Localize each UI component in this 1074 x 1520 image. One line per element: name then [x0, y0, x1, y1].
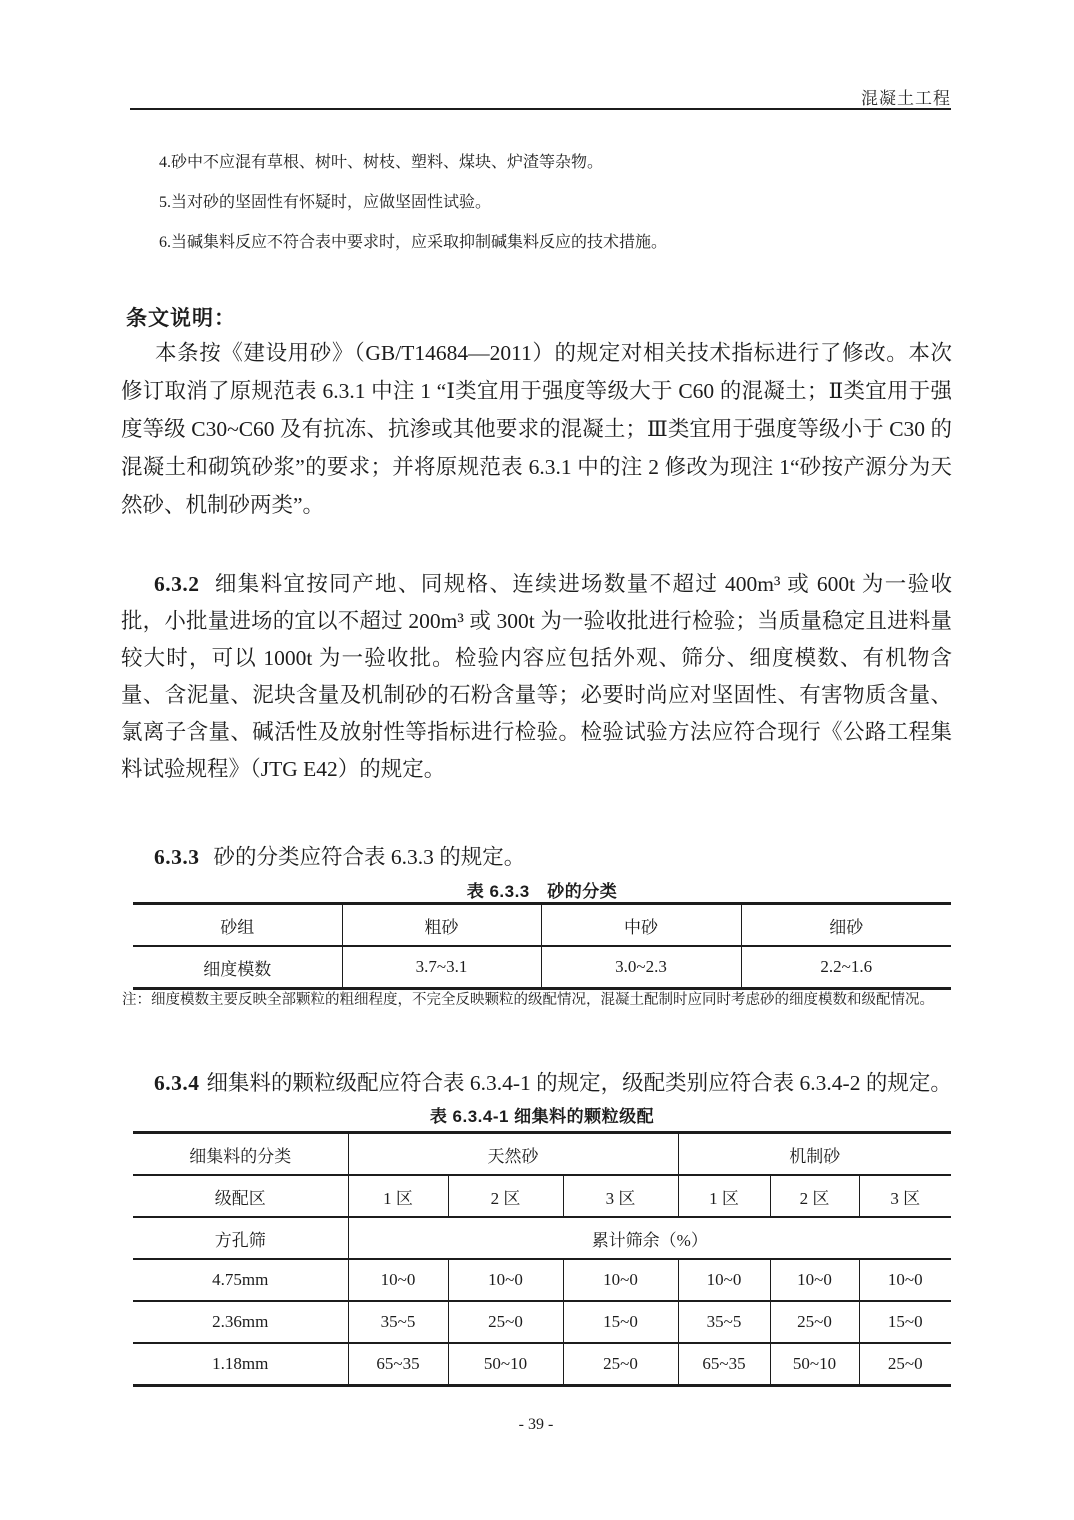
t6341-sieve-size: 4.75mm: [133, 1259, 348, 1301]
t6341-natural-sand-header: 天然砂: [348, 1133, 678, 1176]
t6341-value-cell: 35~5: [348, 1301, 448, 1343]
table-633-caption: 表 6.3.3 砂的分类: [466, 882, 618, 901]
t633-header-sand-group: 砂组: [133, 904, 342, 947]
t6341-value-cell: 35~5: [678, 1301, 770, 1343]
explanation-paragraph: 本条按《建设用砂》（GB/T14684—2011）的规定对相关技术指标进行了修改。本次修订取消了原规范表 6.3.1 中注 1 “Ⅰ类宜用于强度等级大于 C60 的混凝土；Ⅱ类宜用于强度等级 C30~C60 及有抗冻、抗渗或其他要求的混凝土；Ⅲ类宜用于强度等级小于 C30 的混凝土和砌筑砂浆”的要求；并将原规范表 6.3.1 中的注 2 修改为现注 1“砂按产源分为天然砂、机制砂两类”。: [121, 341, 952, 517]
t6341-zone-cell: 3 区: [859, 1175, 951, 1217]
t633-fine-value: 2.2~1.6: [741, 946, 951, 989]
table-fine-aggregate-grading: [133, 1131, 951, 1387]
explanation-heading: 条文说明：: [126, 306, 236, 330]
t6341-zone-row: [133, 1175, 951, 1217]
header-rule: [130, 108, 951, 110]
t6341-manufactured-sand-header: 机制砂: [789, 1146, 841, 1166]
t6341-value-cell: 65~35: [348, 1343, 448, 1386]
t6341-value-cell: 50~10: [770, 1343, 859, 1386]
t6341-value-cell: 10~0: [770, 1259, 859, 1301]
t6341-value-cell: 10~0: [448, 1259, 563, 1301]
table-6341-caption: 表 6.3.4-1 细集料的颗粒级配: [429, 1107, 655, 1126]
t6341-sieve-label: 方孔筛: [133, 1217, 348, 1259]
clause-6-3-3-text: 砂的分类应符合表 6.3.3 的规定。: [213, 845, 526, 869]
t633-header-medium-sand: 中砂: [541, 904, 741, 947]
t633-fineness-modulus-label: 细度模数: [133, 946, 342, 989]
t633-header-coarse-sand: 粗砂: [342, 904, 541, 947]
clause-6-3-2-number: 6.3.2: [154, 572, 200, 596]
t6341-cumulative-retained-label: 累计筛余（%）: [348, 1217, 951, 1259]
clause-6-3-4-text: 细集料的颗粒级配应符合表 6.3.4-1 的规定，级配类别应符合表 6.3.4-2 的规定。: [206, 1071, 952, 1095]
t6341-value-cell: 10~0: [859, 1259, 951, 1301]
page-number: - 39 -: [518, 1416, 554, 1433]
t6341-sieve-size: 2.36mm: [133, 1301, 348, 1343]
t6341-zone-label: 级配区: [133, 1175, 348, 1217]
t6341-sieve-size: 1.18mm: [133, 1343, 348, 1386]
note-item-5: 5.当对砂的坚固性有怀疑时，应做坚固性试验。: [159, 194, 492, 211]
t6341-value-cell: 65~35: [678, 1343, 770, 1386]
t6341-value-cell: 10~0: [348, 1259, 448, 1301]
t6341-value-cell: 25~0: [770, 1301, 859, 1343]
t6341-value-cell: 25~0: [563, 1343, 678, 1386]
clause-6-3-2-text: 细集料宜按同产地、同规格、连续进场数量不超过 400m³ 或 600t 为一验收批，小批量进场的宜以不超过 200m³ 或 300t 为一验收批进行检验；当质量稳定且进料量较大时，可以 1000t 为一验收批。检验内容应包括外观、筛分、细度模数、有机物含量、含泥量、泥块含量及机制砂的石粉含量等；必要时尚应对坚固性、有害物质含量、氯离子含量、碱活性及放射性等指标进行检验。检验试验方法应符合现行《公路工程集料试验规程》（JTG E42）的规定。: [121, 572, 952, 781]
preceding-notes: [121, 143, 951, 263]
t633-header-fine-sand: 细砂: [829, 917, 864, 937]
t6341-value-cell: 50~10: [448, 1343, 563, 1386]
note-item-6: 6.当碱集料反应不符合表中要求时，应采取抑制碱集料反应的技术措施。: [159, 234, 668, 251]
table-633-note: 注：细度模数主要反映全部颗粒的粗细程度，不完全反映颗粒的级配情况，混凝土配制时应同时考虑砂的细度模数和级配情况。: [122, 992, 934, 1008]
t6341-classification-row: [133, 1133, 951, 1176]
t6341-value-cell: 15~0: [563, 1301, 678, 1343]
running-header-title: 混凝土工程: [861, 89, 951, 108]
t6341-value-cell: 10~0: [678, 1259, 770, 1301]
t6341-zone-cell: 2 区: [770, 1175, 859, 1217]
t6341-value-cell: 15~0: [859, 1301, 951, 1343]
note-item-4: 4.砂中不应混有草根、树叶、树枝、塑料、煤块、炉渣等杂物。: [159, 154, 604, 171]
t633-coarse-value: 3.7~3.1: [342, 946, 541, 989]
t633-data-row: [133, 946, 951, 989]
t6341-data-row-118: [133, 1343, 951, 1386]
t6341-zone-cell: 1 区: [348, 1175, 448, 1217]
t633-medium-value: 3.0~2.3: [541, 946, 741, 989]
clause-6-3-4: [121, 1065, 952, 1102]
table-sand-classification: [133, 902, 951, 990]
t6341-zone-cell: 1 区: [678, 1175, 770, 1217]
clause-6-3-3: [121, 839, 952, 876]
t6341-value-cell: 10~0: [563, 1259, 678, 1301]
t6341-zone-cell: 3 区: [563, 1175, 678, 1217]
t6341-value-cell: 25~0: [859, 1343, 951, 1386]
t6341-data-row-236: [133, 1301, 951, 1343]
clause-6-3-3-number: 6.3.3: [154, 845, 200, 869]
t6341-zone-cell: 2 区: [448, 1175, 563, 1217]
t6341-sieve-header-row: [133, 1217, 951, 1259]
t633-header-row: [133, 904, 951, 947]
clause-6-3-2: [121, 566, 952, 788]
t6341-value-cell: 25~0: [448, 1301, 563, 1343]
t6341-data-row-475: [133, 1259, 951, 1301]
t6341-classification-label: 细集料的分类: [133, 1133, 348, 1176]
clause-6-3-4-number: 6.3.4: [154, 1071, 200, 1095]
